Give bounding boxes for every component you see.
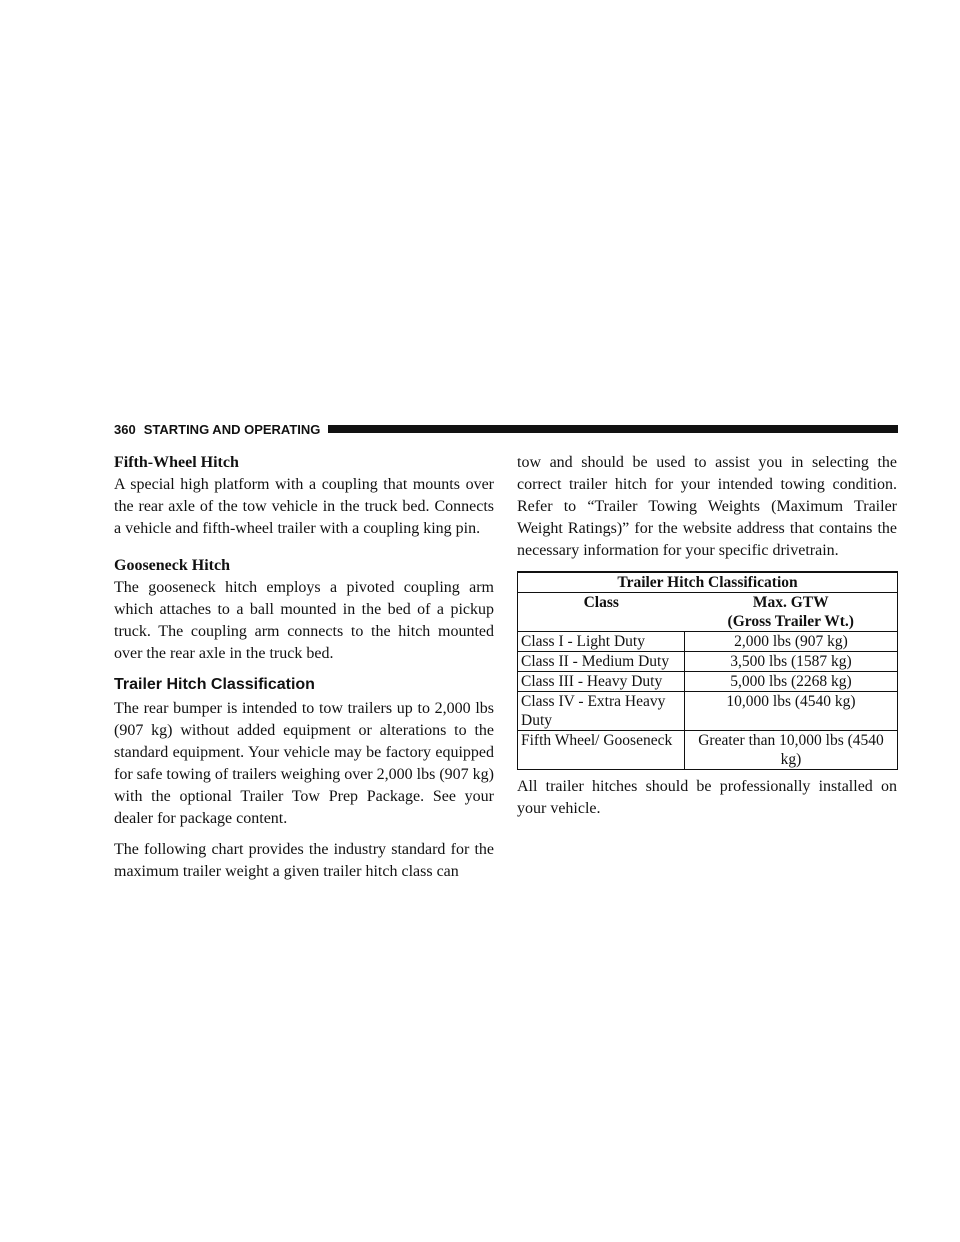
table-row (518, 632, 898, 652)
table-row (518, 692, 898, 731)
gooseneck-body: The gooseneck hitch employs a pivoted coupling arm which attaches to a ball mounted in the bed of a pickup truck. The coupling arm connects to the hitch mounted over the rear axle in the truck bed. (114, 579, 494, 662)
fifth-wheel-body: A special high platform with a coupling that mounts over the rear axle of the tow vehicle in the truck bed. Connects a vehicle and fifth-wheel trailer with a coupling king pin. (114, 476, 494, 537)
column-header-gtw-line2: (Gross Trailer Wt.) (727, 613, 854, 630)
fifth-wheel-heading: Fifth-Wheel Hitch (114, 454, 239, 471)
closing-paragraph: All trailer hitches should be professionally installed on your vehicle. (517, 778, 897, 817)
class-cell: Fifth Wheel/ Gooseneck (518, 731, 685, 770)
class-cell: Class II - Medium Duty (518, 652, 685, 672)
gooseneck-heading: Gooseneck Hitch (114, 557, 230, 574)
section-title: STARTING AND OPERATING (143, 421, 321, 437)
column-header-gtw (685, 593, 898, 632)
gtw-cell: 2,000 lbs (907 kg) (685, 632, 898, 652)
gtw-cell: Greater than 10,000 lbs (4540 kg) (685, 731, 898, 770)
column-header-class: Class (518, 593, 685, 632)
classification-heading: Trailer Hitch Classification (114, 676, 315, 693)
table-row (518, 731, 898, 770)
header-rule (328, 425, 898, 433)
continued-paragraph: tow and should be used to assist you in selecting the correct trailer hitch for your intended towing condition. Refer to “Trailer Towing Weights (Maximum Trailer Weight Ratings)” for the website address that contains the necessary information for your specific drivetrain. (517, 454, 897, 559)
table-row (518, 672, 898, 692)
page-number: 360 (114, 421, 136, 437)
page-header (114, 420, 898, 438)
class-cell: Class IV - Extra Heavy Duty (518, 692, 685, 731)
gtw-cell: 5,000 lbs (2268 kg) (685, 672, 898, 692)
hitch-class-table (517, 571, 898, 770)
right-column (517, 452, 897, 829)
table-row (518, 652, 898, 672)
table-title: Trailer Hitch Classification (518, 572, 898, 593)
classification-para2: The following chart provides the industry standard for the maximum trailer weight a given trailer hitch class can (114, 841, 494, 880)
left-column (114, 452, 494, 892)
classification-para1: The rear bumper is intended to tow trailers up to 2,000 lbs (907 kg) without added equipment or alterations to the standard equipment. Your vehicle may be factory equipped for safe towing of trailers weighing over 2,000 lbs (907 kg) with the optional Trailer Tow Prep Package. See your dealer for package content. (114, 700, 494, 827)
gtw-cell: 10,000 lbs (4540 kg) (685, 692, 898, 731)
class-cell: Class III - Heavy Duty (518, 672, 685, 692)
column-header-gtw-line1: Max. GTW (752, 594, 829, 611)
class-cell: Class I - Light Duty (518, 632, 685, 652)
gtw-cell: 3,500 lbs (1587 kg) (685, 652, 898, 672)
